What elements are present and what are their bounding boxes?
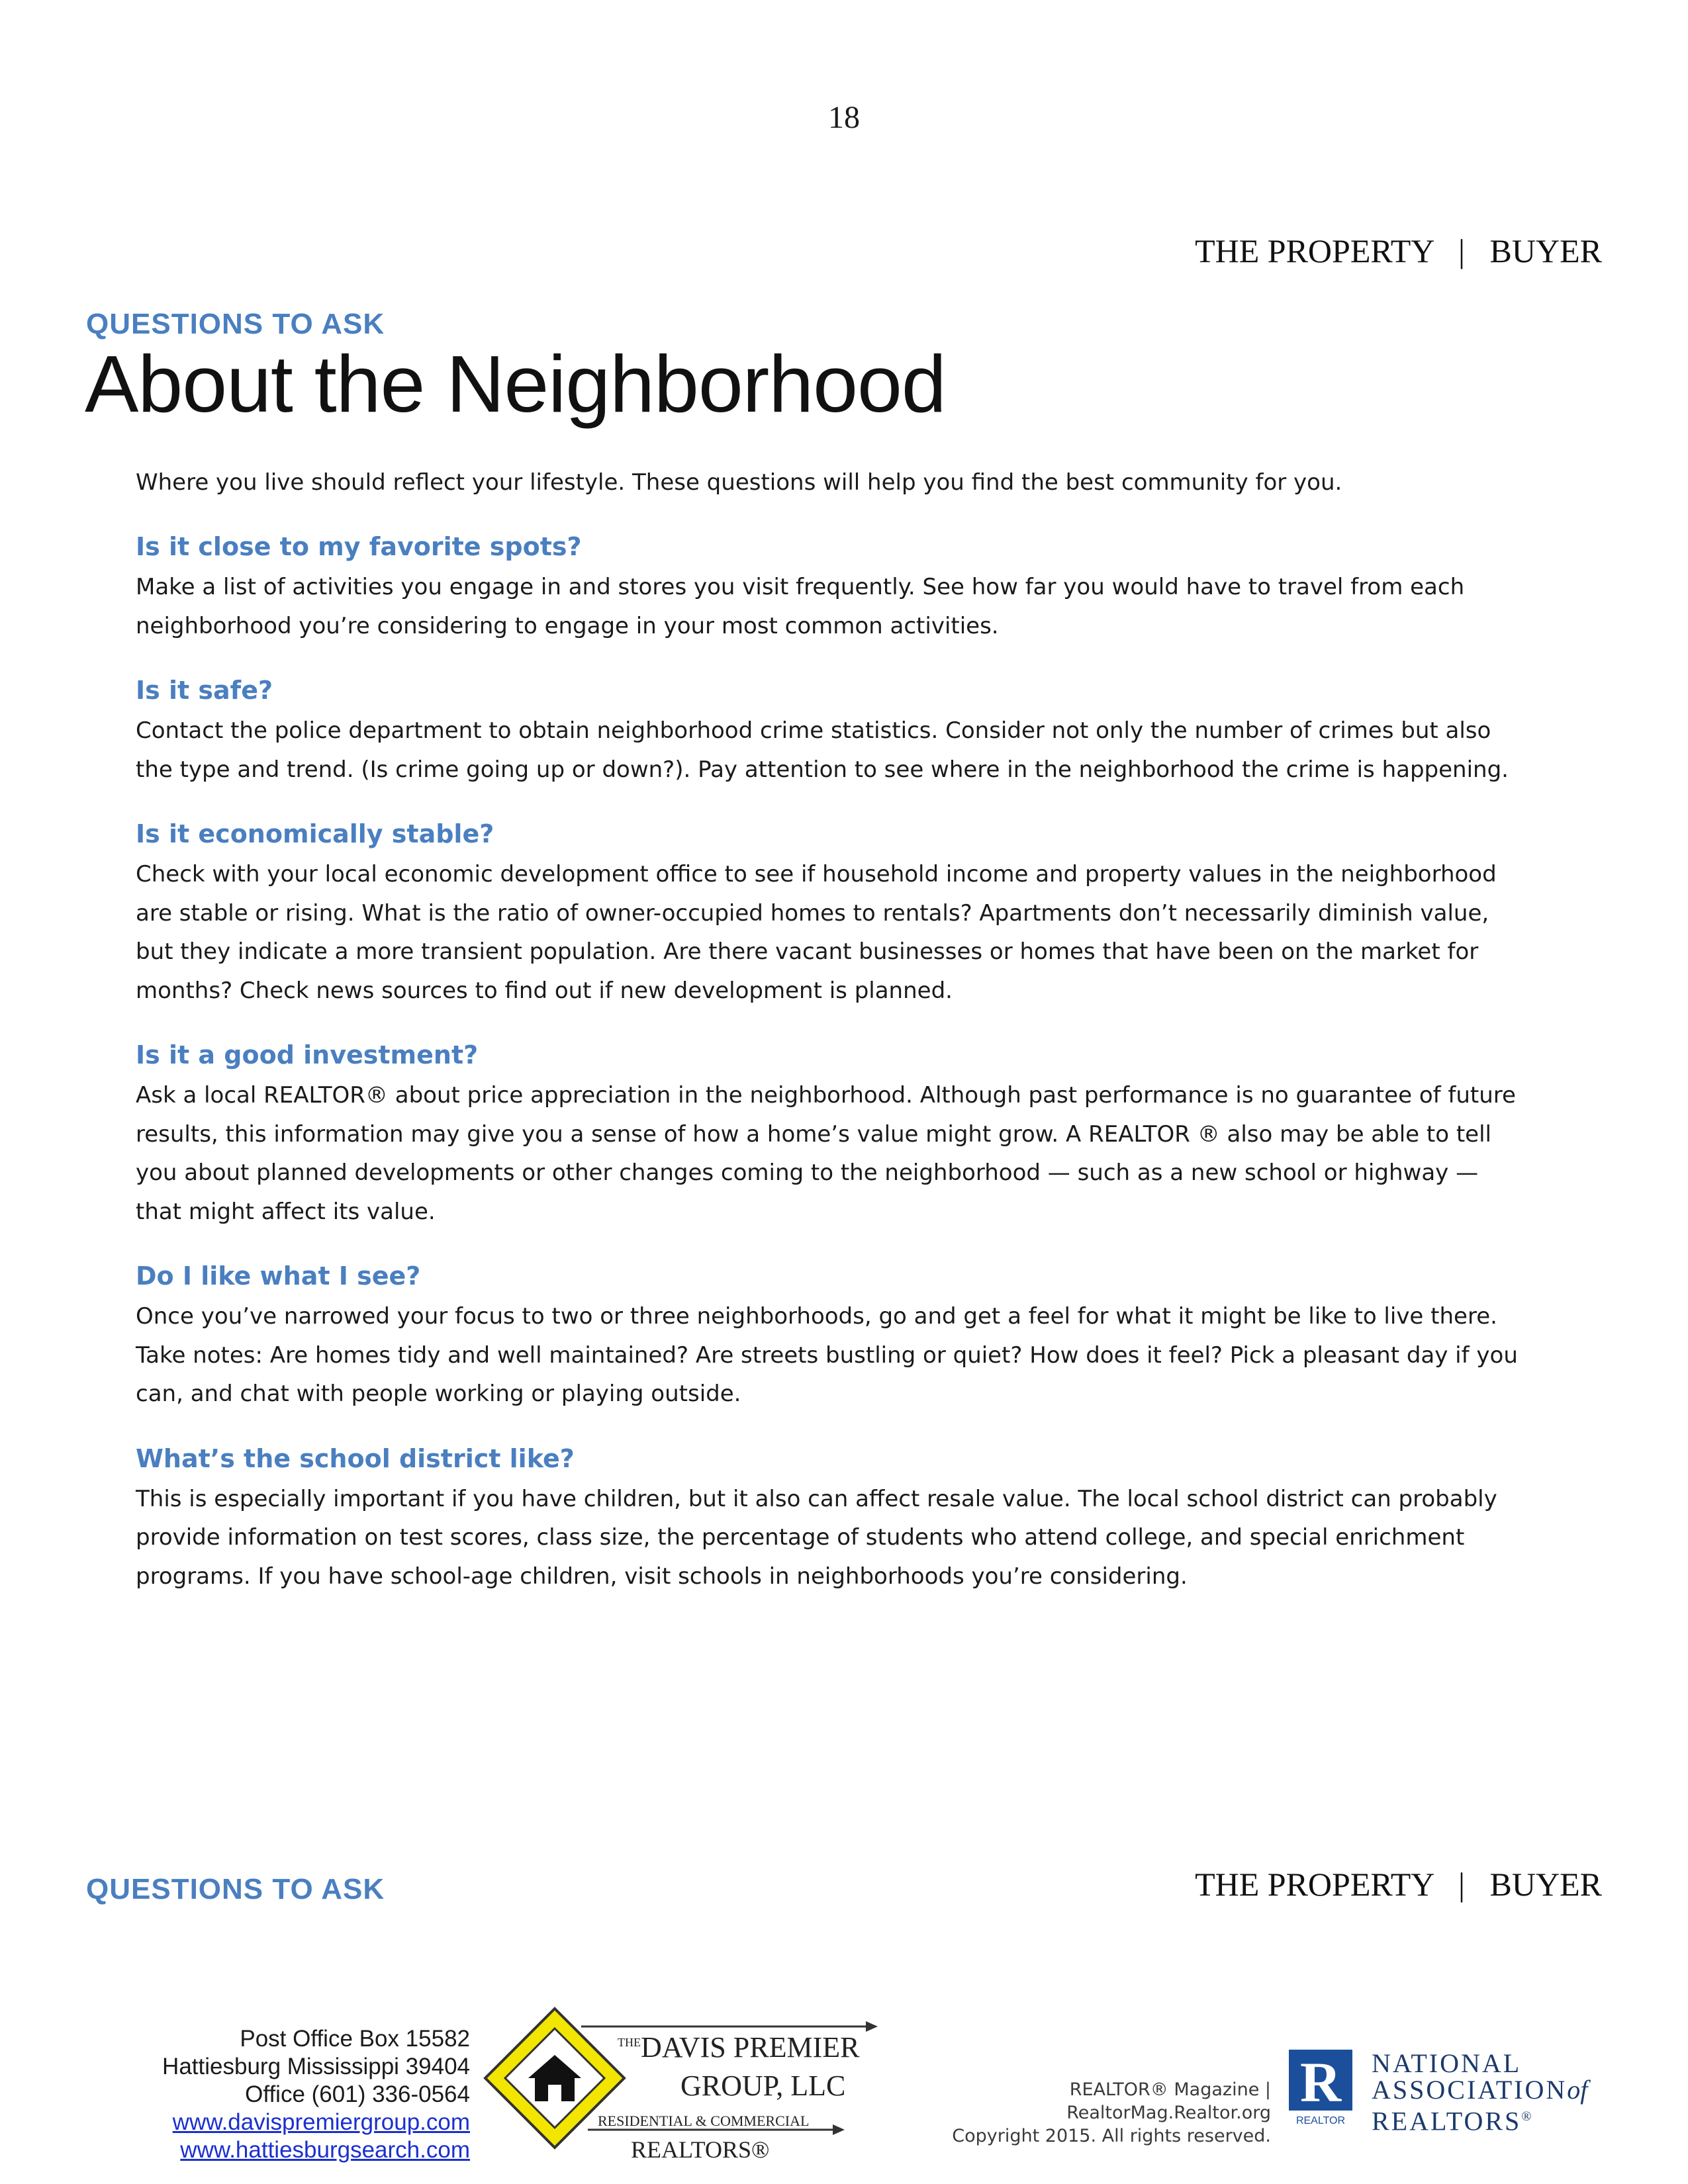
logo-name-line1: DAVIS PREMIER: [641, 2031, 860, 2064]
logo-the: THE: [618, 2036, 641, 2049]
nar-of: of: [1567, 2075, 1588, 2105]
office-address: [99, 2025, 470, 2164]
question-body: Make a list of activities you engage in and stores you visit frequently. See how far you would have to travel from each neighborhood you’re considering to engage in your most common activities.: [136, 574, 1465, 639]
footer-breadcrumb: THE PROPERTY | BUYER: [1195, 1866, 1602, 1903]
logo-arrow-top: [866, 2021, 878, 2032]
section-eyebrow: QUESTIONS TO ASK: [86, 308, 385, 340]
nar-line-realtors: [1372, 2103, 1587, 2134]
logo-arrow-bottom: [833, 2124, 845, 2135]
question-heading: Is it safe?: [136, 676, 273, 705]
question-body: Once you’ve narrowed your focus to two or three neighborhoods, go and get a feel for what it might be like to live there. Take notes: Are homes tidy and well maintained? Are streets bustling or quiet? How does it feel? Pick a pleasant day if you can, and chat with people working or playing outside.: [136, 1303, 1518, 1407]
nar-registered-mark: ®: [1521, 2109, 1534, 2124]
realtor-r-letter: R: [1299, 2050, 1342, 2114]
question-heading: Is it close to my favorite spots?: [136, 532, 582, 561]
question-heading: Is it economically stable?: [136, 819, 494, 848]
question-body: Ask a local REALTOR® about price appreciation in the neighborhood. Although past performance is no guarantee of future results, this information may give you a sense of how a home’s value might grow. A REALTOR ® also may be able to tell you about planned developments or other changes coming to the neighborhood — such as a new school or highway — that might affect its value.: [136, 1082, 1516, 1225]
question-heading: Is it a good investment?: [136, 1040, 479, 1069]
question-section-economic-stability: [136, 815, 1519, 1010]
page-number: 18: [828, 100, 860, 135]
article-body: [136, 463, 1519, 1622]
copyright-source: REALTOR® Magazine | RealtorMag.Realtor.org: [1066, 2079, 1271, 2123]
question-section-visit: [136, 1257, 1519, 1414]
question-section-investment: [136, 1036, 1519, 1231]
question-body: This is especially important if you have children, but it also can affect resale value. The local school district can probably provide information on test scores, class size, the percentage of students who attend college, and special enrichment programs. If you have school-age children, visit schools in neighborhoods you’re considering.: [136, 1485, 1497, 1590]
question-body: Check with your local economic development office to see if household income and property values in the neighborhood are stable or rising. What is the ratio of owner-occupied homes to rentals? Apartments don’t necessarily diminish value, but they indicate a more transient population. Are there vacant businesses or homes that have been on the market for months? Check news sources to find out if new development is planned.: [136, 861, 1497, 1004]
realtor-icon-caption: REALTOR: [1295, 2115, 1346, 2126]
office-phone: Office (601) 336-0564: [245, 2081, 470, 2107]
page-title: About the Neighborhood: [85, 339, 946, 429]
footer-eyebrow: QUESTIONS TO ASK: [86, 1873, 385, 1905]
nar-realtors: REALTORS: [1372, 2106, 1522, 2136]
question-heading: Do I like what I see?: [136, 1261, 421, 1291]
logo-tagline: RESIDENTIAL & COMMERCIAL: [598, 2113, 810, 2129]
logo-name-line2: GROUP, LLC: [680, 2070, 846, 2102]
nar-line-association: [1372, 2077, 1587, 2103]
question-body: Contact the police department to obtain neighborhood crime statistics. Consider not only the number of crimes but also the type and trend. (Is crime going up or down?). Pay attention to see where in the neighborhood the crime is happening.: [136, 717, 1509, 783]
question-heading: What’s the school district like?: [136, 1443, 575, 1473]
nar-association: ASSOCIATION: [1372, 2075, 1568, 2105]
website-link-davispremiergroup[interactable]: www.davispremiergroup.com: [172, 2109, 470, 2135]
davis-premier-logo: [482, 1999, 879, 2171]
intro-paragraph: Where you live should reflect your lifestyle. These questions will help you find the best community for you.: [136, 469, 1342, 496]
address-line: Post Office Box 15582: [240, 2026, 470, 2052]
logo-realtors: REALTORS®: [631, 2136, 770, 2163]
question-section-school-district: [136, 1440, 1519, 1596]
nar-line-national: NATIONAL: [1372, 2048, 1522, 2078]
copyright-notice: Copyright 2015. All rights reserved.: [952, 2126, 1271, 2146]
nar-wordmark: [1372, 2050, 1587, 2134]
question-section-safety: [136, 672, 1519, 789]
website-link-hattiesburgsearch[interactable]: www.hattiesburgsearch.com: [180, 2137, 470, 2163]
copyright-block: [861, 2078, 1271, 2148]
realtor-r-icon: [1288, 2048, 1354, 2128]
question-section-favorite-spots: [136, 528, 1519, 645]
header-breadcrumb: THE PROPERTY | BUYER: [1195, 232, 1602, 269]
address-line: Hattiesburg Mississippi 39404: [162, 2054, 470, 2079]
